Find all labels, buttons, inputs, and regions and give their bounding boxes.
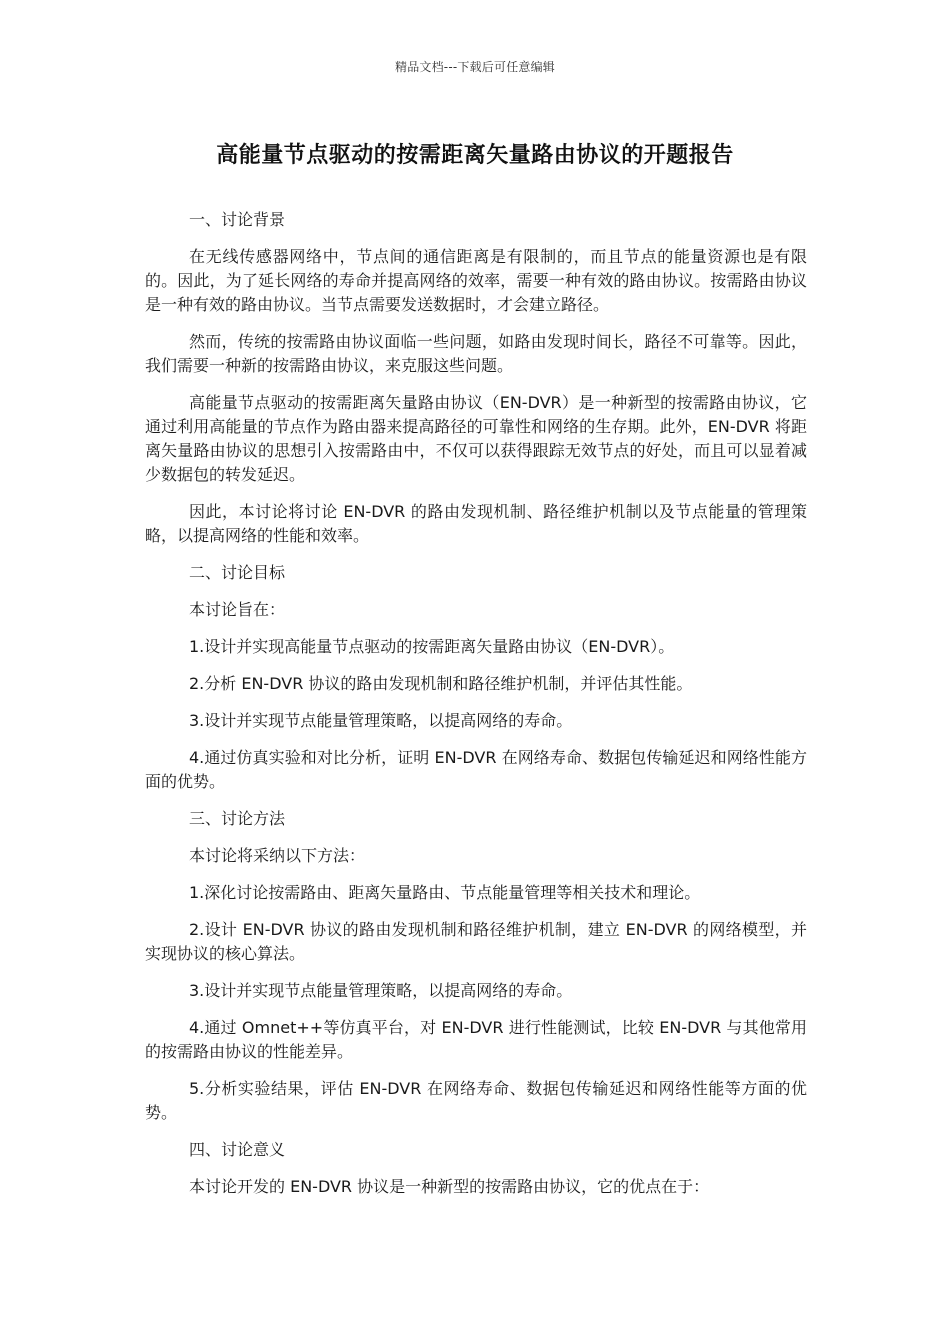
list-item: 2.分析 EN-DVR 协议的路由发现机制和路径维护机制，并评估其性能。 xyxy=(189,674,693,693)
list-item: 1.深化讨论按需路由、距离矢量路由、节点能量管理等相关技术和理论。 xyxy=(189,883,701,902)
list-item: 2.设计 EN-DVR 协议的路由发现机制和路径维护机制，建立 EN-DVR 的网络模型，并实现协议的核心算法。 xyxy=(145,920,807,963)
paragraph: 本讨论旨在： xyxy=(189,600,286,619)
list-item: 4.通过 Omnet++等仿真平台，对 EN-DVR 进行性能测试，比较 EN-DVR 与其他常用的按需路由协议的性能差异。 xyxy=(145,1018,807,1061)
paragraph: 在无线传感器网络中，节点间的通信距离是有限制的，而且节点的能量资源也是有限的。因此，为了延长网络的寿命并提高网络的效率，需要一种有效的路由协议。按需路由协议是一种有效的路由协议。当节点需要发送数据时，才会建立路径。 xyxy=(145,247,807,314)
document-body xyxy=(145,208,807,1212)
paragraph: 本讨论开发的 EN-DVR 协议是一种新型的按需路由协议，它的优点在于： xyxy=(189,1177,710,1196)
header-note: 精品文档---下载后可任意编辑 xyxy=(395,60,555,74)
paragraph: 本讨论将采纳以下方法： xyxy=(189,846,366,865)
paragraph: 高能量节点驱动的按需距离矢量路由协议（EN-DVR）是一种新型的按需路由协议，它通过利用高能量的节点作为路由器来提高路径的可靠性和网络的生存期。此外，EN-DVR 将距离矢量路由协议的思想引入按需路由中，不仅可以获得跟踪无效节点的好处，而且可以显着减少数据包的转发延迟。 xyxy=(145,393,807,484)
document-title: 高能量节点驱动的按需距离矢量路由协议的开题报告 xyxy=(216,143,734,168)
section-heading-background: 一、讨论背景 xyxy=(189,210,286,229)
list-item: 4.通过仿真实验和对比分析，证明 EN-DVR 在网络寿命、数据包传输延迟和网络性能方面的优势。 xyxy=(145,748,807,791)
section-heading-methods: 三、讨论方法 xyxy=(189,809,286,828)
paragraph: 然而，传统的按需路由协议面临一些问题，如路由发现时间长，路径不可靠等。因此，我们需要一种新的按需路由协议，来克服这些问题。 xyxy=(145,332,807,375)
section-heading-goals: 二、讨论目标 xyxy=(189,563,286,582)
list-item: 5.分析实验结果，评估 EN-DVR 在网络寿命、数据包传输延迟和网络性能等方面的优势。 xyxy=(145,1079,807,1122)
list-item: 1.设计并实现高能量节点驱动的按需距离矢量路由协议（EN-DVR）。 xyxy=(189,637,675,656)
section-heading-significance: 四、讨论意义 xyxy=(189,1140,286,1159)
paragraph: 因此，本讨论将讨论 EN-DVR 的路由发现机制、路径维护机制以及节点能量的管理策略，以提高网络的性能和效率。 xyxy=(145,502,807,545)
list-item: 3.设计并实现节点能量管理策略，以提高网络的寿命。 xyxy=(189,711,573,730)
list-item: 3.设计并实现节点能量管理策略，以提高网络的寿命。 xyxy=(189,981,573,1000)
